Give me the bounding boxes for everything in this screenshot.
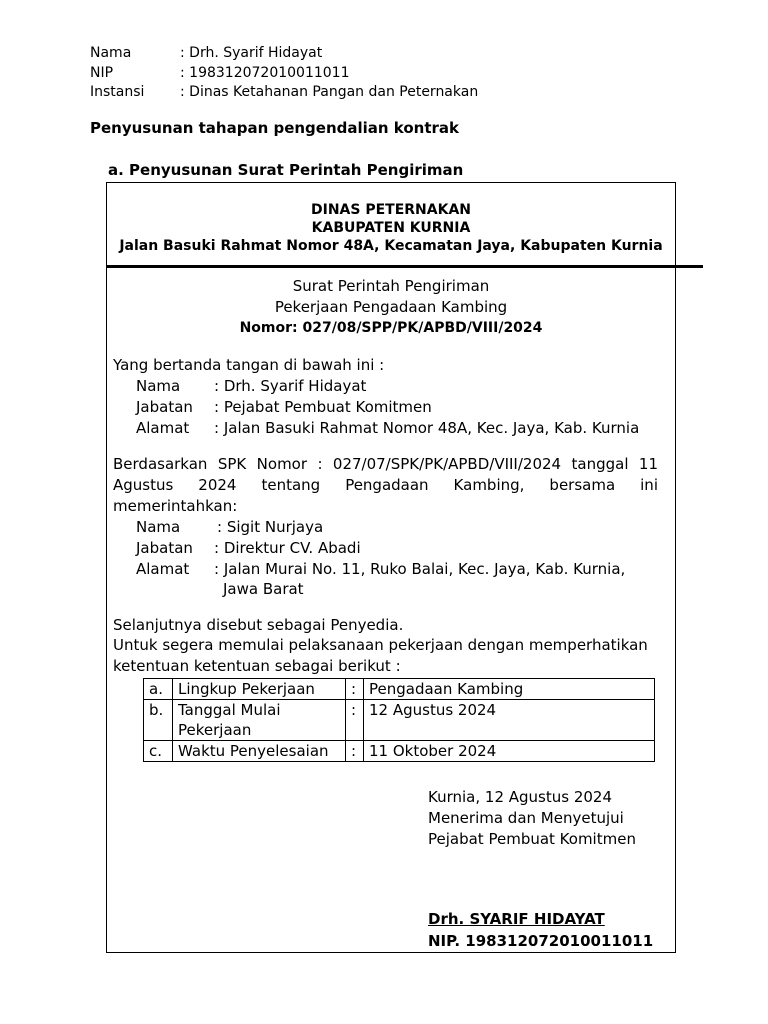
table-cell-sep: :: [346, 700, 364, 741]
letterhead-address: Jalan Basuki Rahmat Nomor 48A, Kecamatan Jaya, Kabupaten Kurnia: [119, 238, 663, 254]
identity-value-nip: : 198312072010011011: [180, 65, 350, 81]
table-cell-sep: :: [346, 679, 364, 700]
instruction-line2: ketentuan ketentuan sebagai berikut :: [113, 657, 401, 675]
table-cell-no: b.: [144, 700, 173, 741]
table-cell-value: 12 Agustus 2024: [364, 700, 655, 741]
table-cell-sep: :: [346, 741, 364, 762]
signer-label-address: Alamat: [136, 419, 190, 437]
table-cell-item: Waktu Penyelesaian: [173, 741, 346, 762]
letterhead-line1: DINAS PETERNAKAN: [310, 202, 471, 218]
section-title: Penyusunan tahapan pengendalian kontrak: [90, 119, 460, 137]
letterhead-line2: KABUPATEN KURNIA: [311, 220, 471, 236]
letter-subtitle: Pekerjaan Pengadaan Kambing: [274, 298, 508, 316]
closing-role: Pejabat Pembuat Komitmen: [428, 830, 636, 848]
identity-value-name: : Drh. Syarif Hidayat: [180, 45, 323, 61]
closing-place-date: Kurnia, 12 Agustus 2024: [428, 788, 613, 806]
letterhead-divider: [106, 265, 703, 268]
signatory-name: Drh. SYARIF HIDAYAT: [428, 910, 605, 928]
signer-value-name: : Drh. Syarif Hidayat: [214, 377, 367, 395]
table-cell-no: a.: [144, 679, 173, 700]
provider-label-address: Alamat: [136, 560, 190, 578]
table-row: [144, 679, 655, 700]
table-row: [144, 741, 655, 762]
provider-label-position: Jabatan: [136, 539, 193, 557]
table-cell-item: Tanggal Mulai Pekerjaan: [173, 700, 346, 741]
subsection-title: a. Penyusunan Surat Perintah Pengiriman: [108, 161, 464, 179]
intro-text: Yang bertanda tangan di bawah ini :: [113, 356, 385, 374]
signatory-nip: NIP. 198312072010011011: [428, 932, 654, 950]
instruction-line1: Untuk segera memulai pelaksanaan pekerjaan dengan memperhatikan: [113, 636, 648, 654]
letter-number: Nomor: 027/08/SPP/PK/APBD/VIII/2024: [239, 320, 543, 336]
signer-value-address: : Jalan Basuki Rahmat Nomor 48A, Kec. Jaya, Kab. Kurnia: [214, 419, 640, 437]
identity-label-name: Nama: [90, 45, 132, 61]
letter-title: Surat Perintah Pengiriman: [292, 277, 490, 295]
provider-value-position: : Direktur CV. Abadi: [214, 539, 361, 557]
identity-label-nip: NIP: [90, 65, 114, 81]
closing-approval: Menerima dan Menyetujui: [428, 809, 624, 827]
provider-address-continued: Jawa Barat: [223, 580, 304, 598]
table-cell-item: Lingkup Pekerjaan: [173, 679, 346, 700]
basis-paragraph: Berdasarkan SPK Nomor : 027/07/SPK/PK/APBD/VIII/2024 tanggal 11 Agustus 2024 tentang Pengadaan Kambing, bersama ini memerintahkan:: [113, 455, 658, 515]
provider-value-name: : Sigit Nurjaya: [217, 518, 324, 536]
signer-value-position: : Pejabat Pembuat Komitmen: [214, 398, 432, 416]
table-cell-value: Pengadaan Kambing: [364, 679, 655, 700]
identity-value-instansi: : Dinas Ketahanan Pangan dan Peternakan: [180, 84, 479, 100]
terms-table: [143, 678, 655, 762]
signer-label-position: Jabatan: [136, 398, 193, 416]
table-row: [144, 700, 655, 741]
identity-label-instansi: Instansi: [90, 84, 145, 100]
signer-label-name: Nama: [136, 377, 181, 395]
table-cell-no: c.: [144, 741, 173, 762]
provider-label-name: Nama: [136, 518, 181, 536]
hereafter-text: Selanjutnya disebut sebagai Penyedia.: [113, 616, 404, 634]
table-cell-value: 11 Oktober 2024: [364, 741, 655, 762]
provider-value-address: : Jalan Murai No. 11, Ruko Balai, Kec. Jaya, Kab. Kurnia,: [214, 560, 626, 578]
